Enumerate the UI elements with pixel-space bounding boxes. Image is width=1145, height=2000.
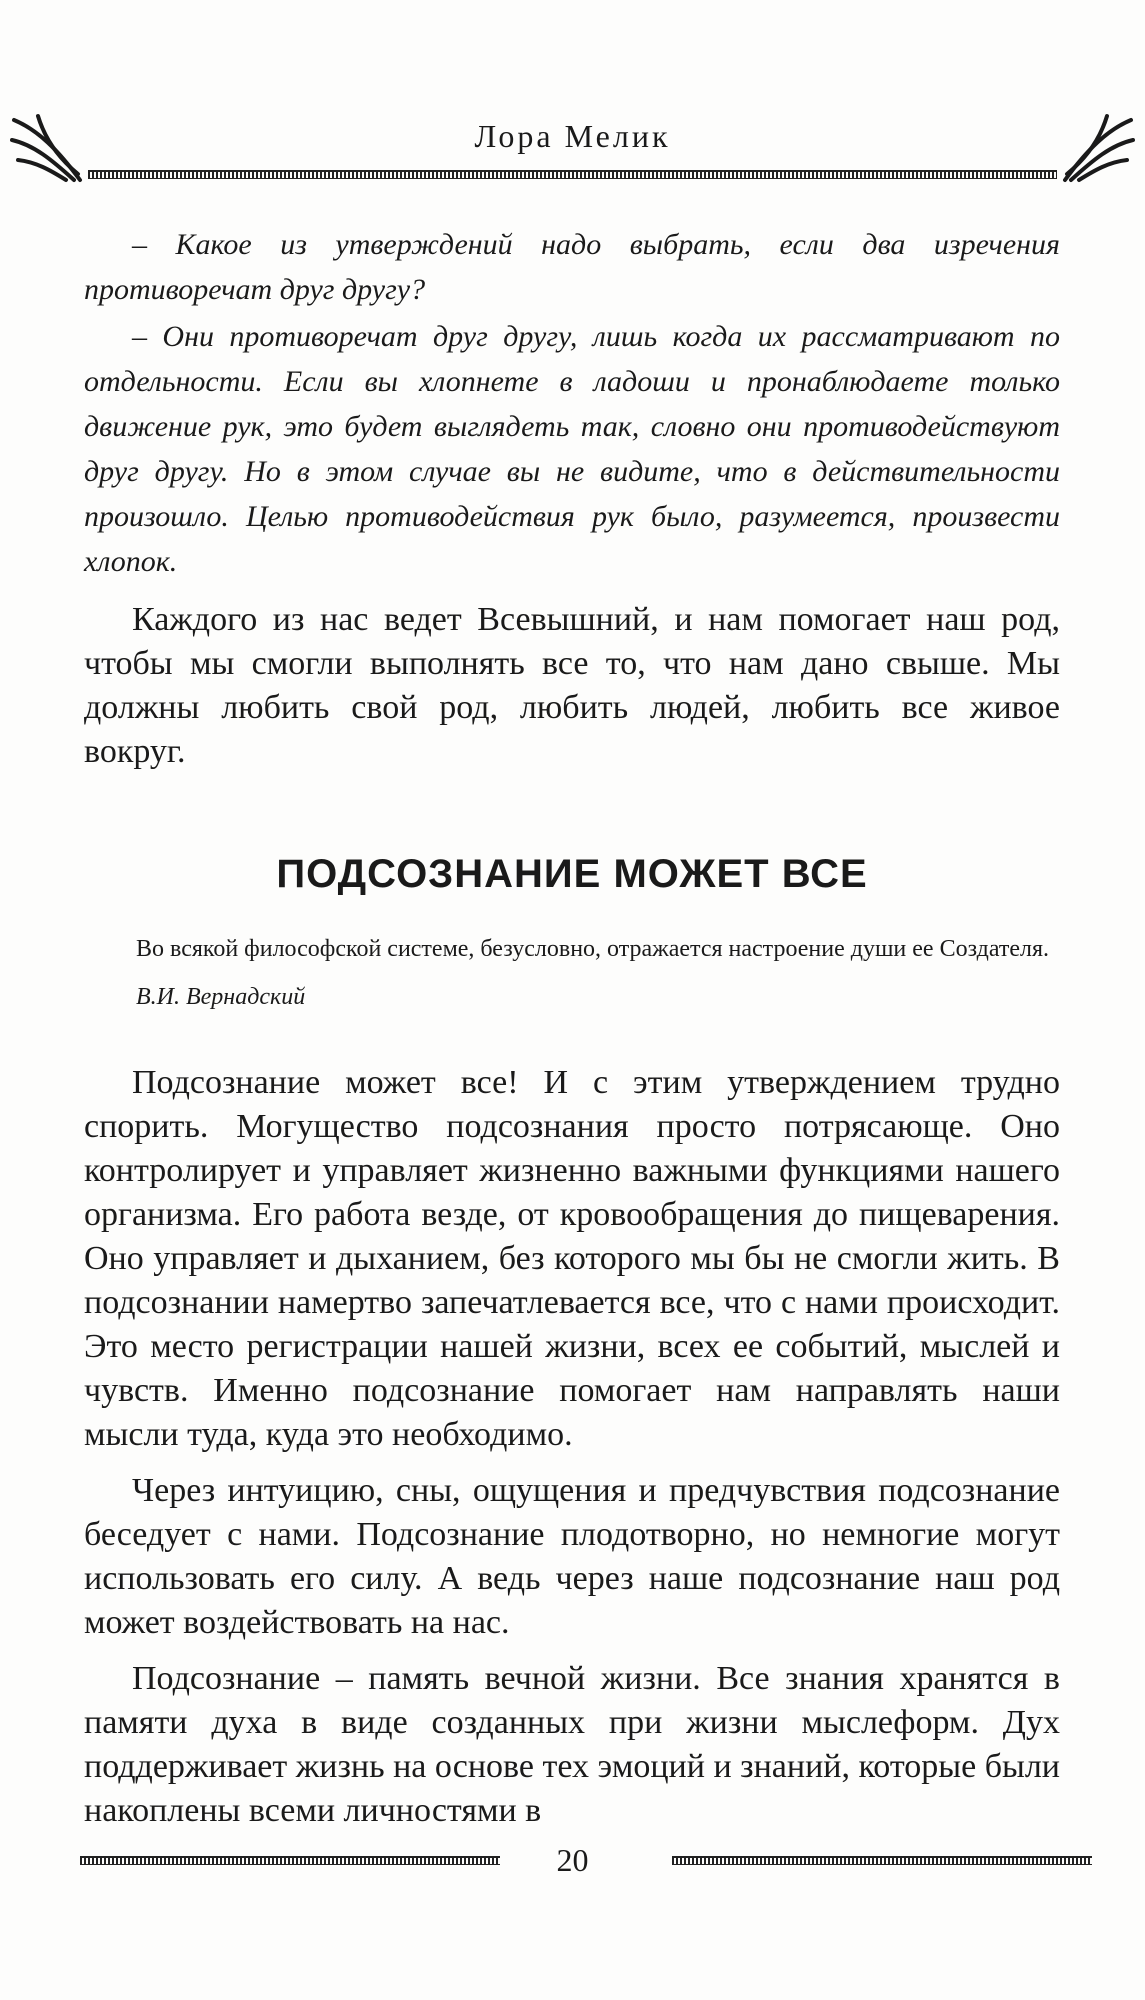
body-paragraph: Подсознание может все! И с этим утверждением трудно спорить. Могущество подсознания просто потрясающе. Оно контролирует и управляет жизненно важными функциями нашего организма. Его работа везде, от кровообращения до пищеварения. Оно управляет и дыханием, без которого мы бы не смогли жить. В подсознании намертво запечатлевается все, что с нами происходит. Это место регистрации нашей жизни, всех ее событий, мыслей и чувств. Именно подсознание помогает нам направлять наши мысли туда, куда это необходимо. xyxy=(84,1064,1060,1453)
page-body xyxy=(84,222,1060,1833)
epigraph-text: Во всякой философской системе, безусловно, отражается настроение души ее Создателя. xyxy=(136,936,1050,962)
leaf-ornament-icon xyxy=(1057,110,1137,185)
epigraph-author: В.И. Вернадский xyxy=(136,984,306,1010)
dialogue-answer: – Они противоречат друг другу, лишь когда их рассматривают по отдельности. Если вы хлопнете в ладоши и пронаблюдаете только движение рук, это будет выглядеть так, словно они противодействуют друг другу. Но в этом случае вы не видите, что в действительности произошло. Целью противодействия рук было, разумеется, произвести хлопок. xyxy=(84,320,1060,578)
body-paragraph: Подсознание – память вечной жизни. Все знания хранятся в памяти духа в виде созданных при жизни мыслеформ. Дух поддерживает жизнь на основе тех эмоций и знаний, которые были накоплены всеми личностями в xyxy=(84,1660,1060,1829)
dialogue-question: – Какое из утверждений надо выбрать, если два изречения противоречат друг другу? xyxy=(84,228,1060,306)
running-header-author: Лора Мелик xyxy=(474,118,671,154)
dialogue xyxy=(84,222,1060,584)
section-title: ПОДСОЗНАНИЕ МОЖЕТ ВСЕ xyxy=(276,852,868,896)
page-number: 20 xyxy=(556,1842,589,1878)
page-footer xyxy=(0,1842,1145,1892)
epigraph xyxy=(84,931,1060,1015)
page-header xyxy=(0,100,1145,190)
intro-paragraph: Каждого из нас ведет Всевышний, и нам помогает наш род, чтобы мы смогли выполнять все то, что нам дано свыше. Мы должны любить свой род, любить людей, любить все живое вокруг. xyxy=(84,601,1060,770)
header-rule xyxy=(88,170,1057,179)
footer-rule-right xyxy=(672,1856,1092,1865)
body-paragraph: Через интуицию, сны, ощущения и предчувствия подсознание беседует с нами. Подсознание плодотворно, но немногие могут использовать его силу. А ведь через наше подсознание наш род может воздействовать на нас. xyxy=(84,1472,1060,1641)
